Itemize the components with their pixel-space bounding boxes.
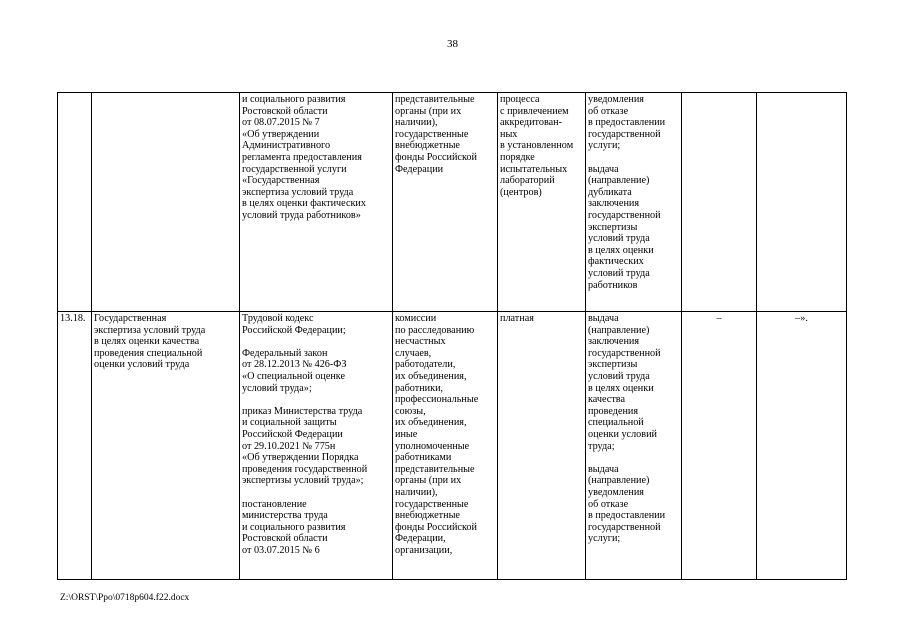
cell-line: государственные bbox=[395, 498, 469, 510]
service-result bbox=[586, 312, 682, 580]
cell-line: Ростовской области bbox=[242, 105, 328, 117]
cell-line: уполномоченные bbox=[395, 440, 470, 452]
services-table bbox=[57, 92, 847, 580]
cell-line: порядке bbox=[500, 151, 535, 163]
cell-line: союзы, bbox=[395, 405, 426, 417]
cell-line: приказ Министерства труда bbox=[242, 405, 363, 417]
blank-line bbox=[588, 152, 679, 164]
cell-line: Трудовой кодекс bbox=[242, 313, 314, 324]
cell-line: экспертизы bbox=[588, 359, 638, 371]
cell-line: работников bbox=[588, 279, 638, 291]
cell-line: фонды Российской bbox=[395, 151, 477, 163]
cell-line: работниками bbox=[395, 452, 452, 464]
service-result bbox=[586, 93, 682, 312]
cell-line: платная bbox=[500, 313, 534, 324]
applicants bbox=[393, 312, 498, 580]
fee-info bbox=[498, 93, 586, 312]
blank-line bbox=[588, 452, 679, 464]
cell-line: государственной bbox=[588, 128, 661, 140]
cell-line: испытательных bbox=[500, 163, 568, 175]
cell-line: заключения bbox=[588, 336, 640, 348]
cell-line: от 29.10.2021 № 775н bbox=[242, 440, 336, 452]
cell-line: (центров) bbox=[500, 186, 542, 198]
legal-basis bbox=[240, 93, 393, 312]
cell-line: условий труда bbox=[588, 267, 650, 279]
cell-line: случаев, bbox=[395, 347, 432, 359]
cell-line: в целях оценки фактических bbox=[242, 198, 366, 210]
cell-line: несчастных bbox=[395, 336, 446, 348]
cell-line: государственной bbox=[588, 347, 661, 359]
service-name bbox=[92, 93, 240, 312]
cell-line: услуги; bbox=[588, 140, 621, 152]
cell-line: процесса bbox=[500, 94, 540, 105]
cell-line: в целях оценки bbox=[588, 382, 654, 394]
table-row bbox=[58, 312, 847, 580]
cell-line: оценки условий bbox=[588, 428, 657, 440]
cell-line: министерства труда bbox=[242, 510, 328, 522]
cell-line: по расследованию bbox=[395, 324, 475, 336]
cell-line: Российской Федерации bbox=[242, 428, 343, 440]
cell-line: экспертизы bbox=[588, 221, 638, 233]
row-number: 13.18. bbox=[58, 312, 92, 580]
cell-line: государственной bbox=[588, 209, 661, 221]
blank-line bbox=[242, 394, 390, 406]
cell-line: экспертиза условий труда bbox=[94, 324, 206, 336]
row-number bbox=[58, 93, 92, 312]
cell-line: Административного bbox=[242, 140, 331, 152]
cell-line: и социального развития bbox=[242, 521, 346, 533]
fee-info bbox=[498, 312, 586, 580]
cell-line: экспертиза условий труда bbox=[242, 186, 354, 198]
cell-line: лабораторий bbox=[500, 175, 555, 187]
file-path-footer: Z:\ORST\Ppo\0718p604.f22.docx bbox=[60, 593, 190, 603]
cell-line: в целях оценки качества bbox=[94, 336, 200, 348]
service-name bbox=[92, 312, 240, 580]
cell-line: работодатели, bbox=[395, 359, 456, 371]
cell-line: выдача bbox=[588, 163, 619, 175]
cell-line: оценки условий труда bbox=[94, 359, 190, 371]
cell-line: их объединения, bbox=[395, 370, 467, 382]
cell-line: труда; bbox=[588, 440, 615, 452]
cell-line: выдача bbox=[588, 463, 619, 475]
cell-line: «Об утверждении bbox=[242, 128, 320, 140]
cell-line: (направление) bbox=[588, 175, 650, 187]
cell-line: в установленном bbox=[500, 140, 574, 152]
cell-line: экспертизы условий труда»; bbox=[242, 475, 364, 487]
cell-line: (направление) bbox=[588, 324, 650, 336]
cell-line: Ростовской области bbox=[242, 533, 328, 545]
cell-line: наличии), bbox=[395, 117, 438, 129]
cell-line: внебюджетные bbox=[395, 140, 460, 152]
cell-line: «Об утверждении Порядка bbox=[242, 452, 359, 464]
cell-line: представительные bbox=[395, 94, 475, 105]
cell-line: дубликата bbox=[588, 186, 632, 198]
cell-line: и социального развития bbox=[242, 94, 346, 105]
cell-line: условий труда bbox=[588, 233, 650, 245]
cell-line: «О специальной оценке bbox=[242, 370, 346, 382]
cell-line: об отказе bbox=[588, 105, 629, 117]
blank-line bbox=[242, 336, 390, 348]
cell-line: от 03.07.2015 № 6 bbox=[242, 544, 320, 556]
cell-line: от 28.12.2013 № 426-ФЗ bbox=[242, 359, 347, 371]
cell-line: проведения специальной bbox=[94, 347, 203, 359]
cell-line: об отказе bbox=[588, 498, 629, 510]
cell-line: специальной bbox=[588, 417, 644, 429]
cell-line: (направление) bbox=[588, 475, 650, 487]
cell-line: «Государственная bbox=[242, 175, 320, 187]
cell-line: условий труда»; bbox=[242, 382, 312, 394]
legal-basis bbox=[240, 312, 393, 580]
cell-line: Государственная bbox=[94, 313, 167, 324]
cell-line: иные bbox=[395, 428, 418, 440]
cell-line: Федерации bbox=[395, 163, 444, 175]
cell-line: и социальной защиты bbox=[242, 417, 337, 429]
cell-line: ных bbox=[500, 128, 518, 140]
cell-line: условий труда работников» bbox=[242, 209, 361, 221]
blank-line bbox=[242, 487, 390, 499]
cell-line: организации, bbox=[395, 544, 453, 556]
cell-line: комиссии bbox=[395, 313, 437, 324]
cell-line: профессиональные bbox=[395, 394, 479, 406]
applicants bbox=[393, 93, 498, 312]
cell-line: государственные bbox=[395, 128, 469, 140]
cell-line: постановление bbox=[242, 498, 307, 510]
cell-line: качества bbox=[588, 394, 625, 406]
col-8-value: –». bbox=[757, 312, 847, 580]
cell-line: выдача bbox=[588, 313, 619, 324]
cell-line: представительные bbox=[395, 463, 475, 475]
table-row bbox=[58, 93, 847, 312]
cell-line: от 08.07.2015 № 7 bbox=[242, 117, 320, 129]
cell-line: Федеральный закон bbox=[242, 347, 328, 359]
cell-line: их объединения, bbox=[395, 417, 467, 429]
cell-line: в целях оценки bbox=[588, 244, 654, 256]
cell-line: фонды Российской bbox=[395, 521, 477, 533]
cell-line: наличии), bbox=[395, 486, 438, 498]
page-number: 38 bbox=[447, 38, 458, 50]
cell-line: в предоставлении bbox=[588, 510, 666, 522]
cell-line: в предоставлении bbox=[588, 117, 666, 129]
cell-line: органы (при их bbox=[395, 105, 462, 117]
cell-line: Российской Федерации; bbox=[242, 324, 346, 336]
cell-line: фактических bbox=[588, 256, 644, 268]
cell-line: заключения bbox=[588, 198, 640, 210]
cell-line: внебюджетные bbox=[395, 510, 460, 522]
cell-line: работники, bbox=[395, 382, 444, 394]
cell-line: с привлечением bbox=[500, 105, 569, 117]
cell-line: проведения bbox=[588, 405, 639, 417]
cell-line: уведомления bbox=[588, 486, 644, 498]
cell-line: государственной bbox=[588, 521, 661, 533]
cell-line: органы (при их bbox=[395, 475, 462, 487]
cell-line: уведомления bbox=[588, 94, 644, 105]
cell-line: государственной услуги bbox=[242, 163, 347, 175]
col-7-value: – bbox=[682, 312, 757, 580]
cell-line: аккредитован- bbox=[500, 117, 562, 129]
cell-line: Федерации, bbox=[395, 533, 446, 545]
cell-line: регламента предоставления bbox=[242, 151, 362, 163]
col-7-value bbox=[682, 93, 757, 312]
col-8-value bbox=[757, 93, 847, 312]
cell-line: проведения государственной bbox=[242, 463, 368, 475]
cell-line: услуги; bbox=[588, 533, 621, 545]
cell-line: условий труда bbox=[588, 370, 650, 382]
